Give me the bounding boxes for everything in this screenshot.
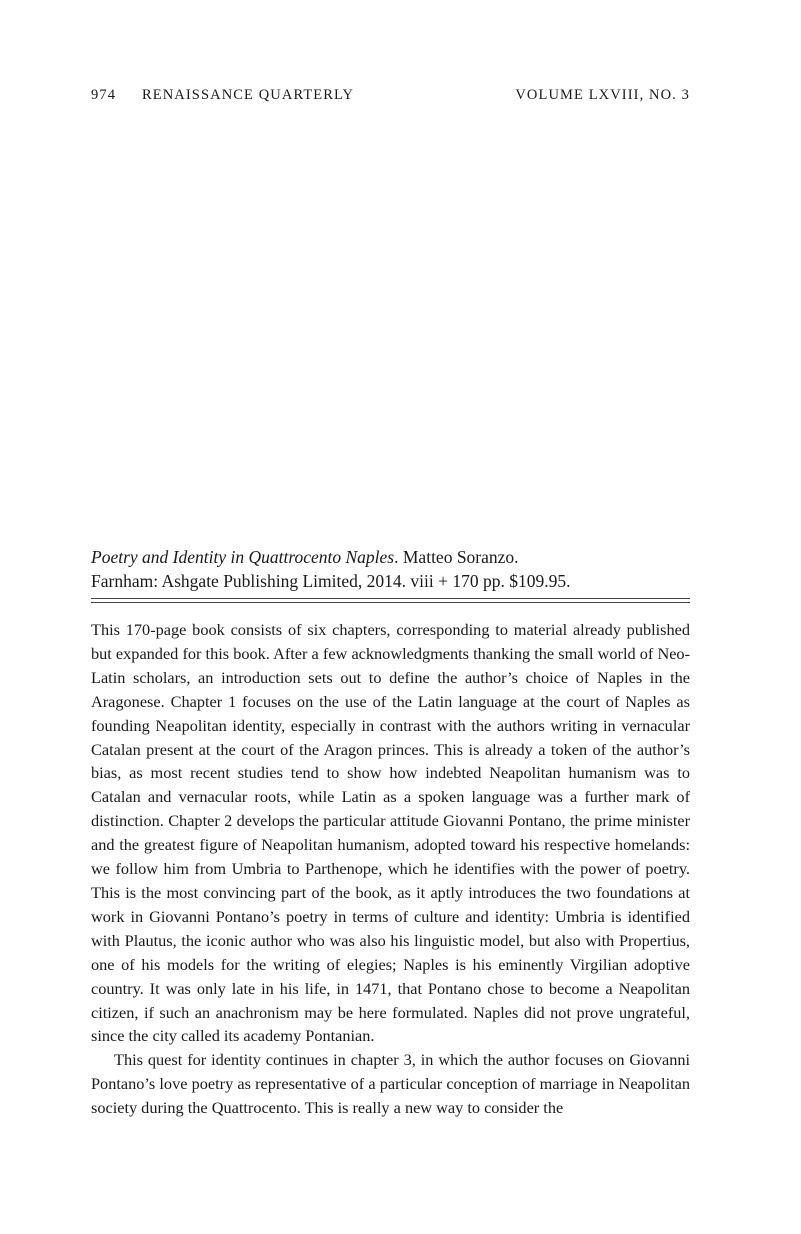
review-citation [91,545,690,593]
citation-rule-top [91,598,690,599]
running-head [91,85,690,105]
paragraph: This 170-page book consists of six chapters, corresponding to material already published but expanded for this book. After a few acknowledgments thanking the small world of Neo-Latin scholars, an introduction sets out to define the author’s choice of Naples in the Aragonese. Chapter 1 focuses on the use of the Latin language at the court of Naples as founding Neapolitan identity, especially in contrast with the authors writing in vernacular Catalan present at the court of the Aragon princes. This is already a token of the author’s bias, as most recent studies tend to show how indebted Neapolitan humanism was to Catalan and vernacular roots, while Latin as a spoken language was a further mark of distinction. Chapter 2 develops the particular attitude Giovanni Pontano, the prime minister and the greatest figure of Neapolitan humanism, adopted toward his respective homelands: we follow him from Umbria to Parthenope, which he identifies with the power of poetry. This is the most convincing part of the book, as it aptly introduces the two foundations at work in Giovanni Pontano’s poetry in terms of culture and identity: Umbria is identified with Plautus, the iconic author who was also his linguistic model, but also with Propertius, one of his models for the writing of elegies; Naples is his eminently Virgilian adoptive country. It was only late in his life, in 1471, that Pontano chose to become a Neapolitan citizen, if such an anachronism may be here formulated. Naples did not prove ungrateful, since the city called its academy Pontanian. [91,620,690,1046]
book-title: Poetry and Identity in Quattrocento Naples [91,547,395,567]
review-body [91,618,690,1120]
publication-details: Farnham: Ashgate Publishing Limited, 2014. viii + 170 pp. $109.95. [91,571,571,591]
paragraph: This quest for identity continues in chapter 3, in which the author focuses on Giovanni Pontano’s love poetry as representative of a particular conception of marriage in Neapolitan society during the Quattrocento. This is really a new way to consider the [91,1050,690,1118]
title-punctuation: . [394,547,399,567]
book-author: Matteo Soranzo. [398,547,519,567]
volume-issue: VOLUME LXVIII, NO. 3 [515,87,690,103]
citation-line-1 [91,545,690,569]
page-number: 974 [91,87,117,103]
journal-title: RENAISSANCE QUARTERLY [142,87,355,103]
citation-rule-bottom [91,602,690,603]
